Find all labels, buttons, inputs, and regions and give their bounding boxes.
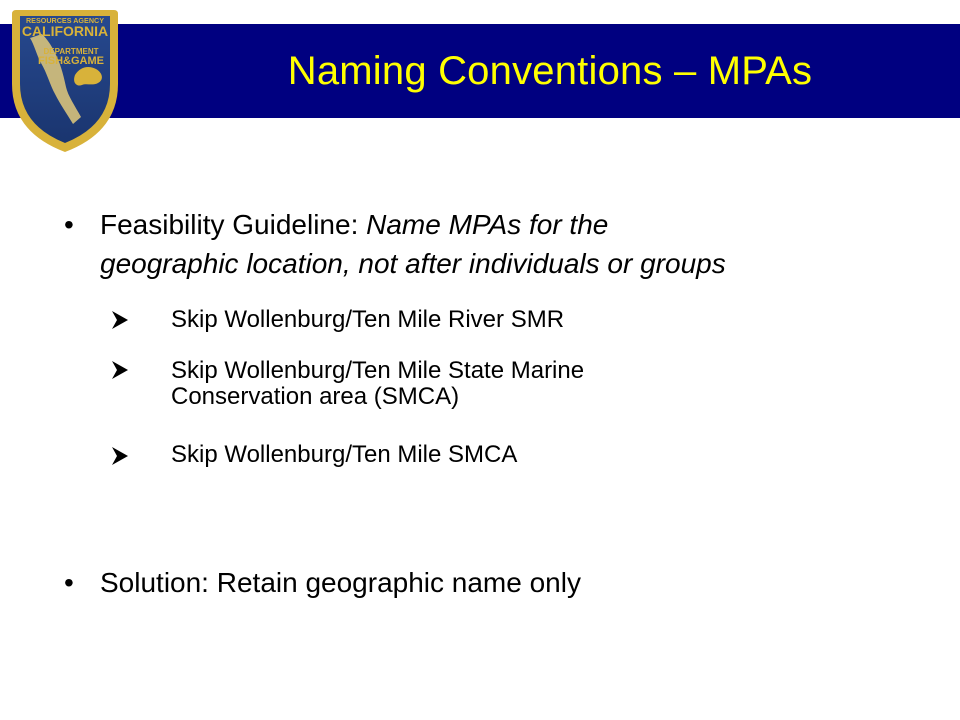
bullet-1-italic-line-2: geographic location, not after individuals or groups [100,248,726,279]
bullet-1-label: Feasibility Guideline: [100,209,359,240]
subitem-2-arrow-icon [110,359,132,381]
subitem-2-line-1: Skip Wollenburg/Ten Mile State Marine [171,357,585,384]
bullet-2-dot: • [64,567,74,598]
logo-line2: DEPARTMENT [43,47,99,56]
bullet-1 [100,205,950,283]
subitem-1-arrow-icon [110,309,132,331]
bullet-1-dot: • [64,209,74,240]
california-fish-game-logo [8,6,122,156]
subitem-3-arrow-icon [110,445,132,467]
subitem-3: Skip Wollenburg/Ten Mile SMCA [171,441,518,468]
subitem-1: Skip Wollenburg/Ten Mile River SMR [171,306,565,333]
subitem-2-line-2: Conservation area (SMCA) [171,383,460,410]
logo-line1: CALIFORNIA [21,23,109,39]
bullet-2: Solution: Retain geographic name only [100,567,581,598]
bullet-1-italic-line-1: Name MPAs for the [366,209,609,240]
page-title: Naming Conventions – MPAs [287,48,813,93]
logo-top-text: RESOURCES AGENCY [25,16,105,25]
logo-line3: FISH&GAME [38,55,104,67]
subitem-2 [171,358,901,410]
